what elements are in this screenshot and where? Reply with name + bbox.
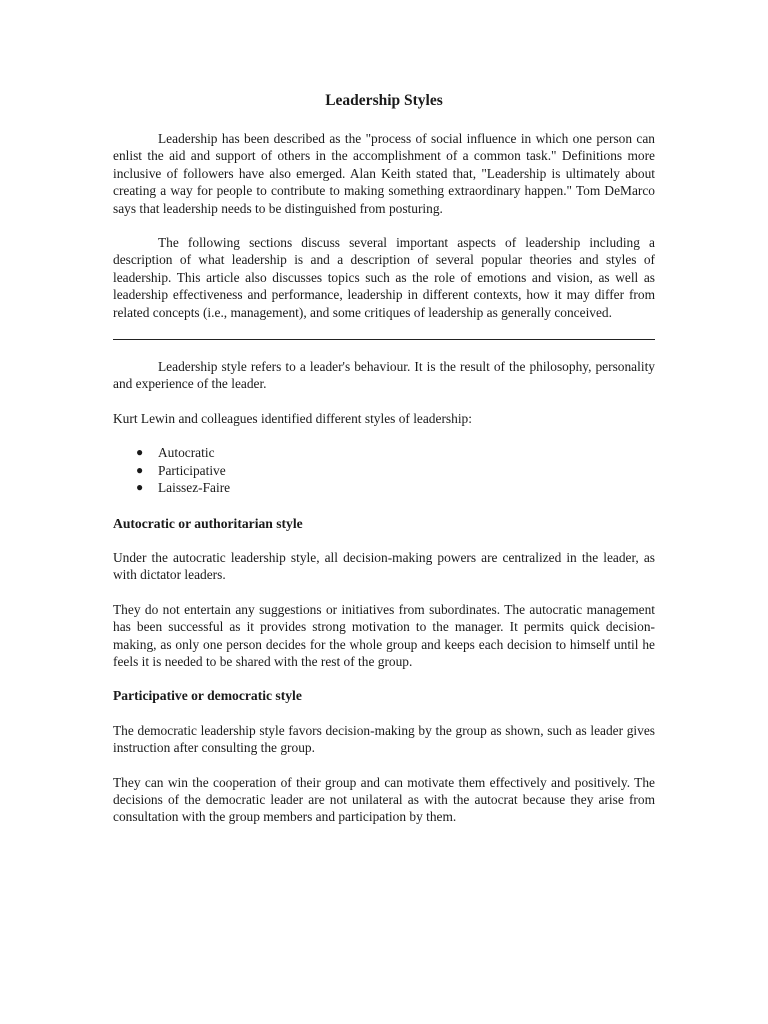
list-item-label: Autocratic: [158, 445, 215, 461]
list-item: [136, 462, 655, 479]
list-item-label: Participative: [158, 462, 226, 478]
document-title: Leadership Styles: [325, 92, 443, 109]
lewin-paragraph: Kurt Lewin and colleagues identified different styles of leadership:: [113, 410, 472, 426]
intro-paragraph-2: The following sections discuss several important aspects of leadership including a description of what leadership is and a description of several popular theories and styles of leadership. This article also discusses topics such as the role of emotions and vision, as well as leadership effectiveness and performance, leadership in different contexts, how it may differ from related concepts (i.e., management), and some critiques of leadership as generally conceived.: [113, 235, 655, 320]
autocratic-paragraph-2: They do not entertain any suggestions or initiatives from subordinates. The autocratic management has been successful as it provides strong motivation to the manager. It permits quick decision-making, as only one person decides for the whole group and keeps each decision to himself until he feels it is needed to be shared with the rest of the group.: [113, 601, 655, 669]
autocratic-heading: Autocratic or authoritarian style: [113, 515, 303, 531]
section-divider: [113, 339, 655, 340]
bullet-icon: ●: [136, 480, 144, 495]
list-item: [136, 479, 655, 496]
participative-paragraph-1: The democratic leadership style favors decision-making by the group as shown, such as leader gives instruction after consulting the group.: [113, 722, 655, 756]
list-item: [136, 444, 655, 461]
participative-heading: Participative or democratic style: [113, 688, 302, 704]
participative-paragraph-2: They can win the cooperation of their group and can motivate them effectively and positively. The decisions of the democratic leader are not unilateral as with the autocrat because they arise from consultation with the group members and participation by them.: [113, 774, 655, 825]
bullet-icon: ●: [136, 462, 144, 477]
intro-paragraph-1: Leadership has been described as the "process of social influence in which one person can enlist the aid and support of others in the accomplishment of a common task." Definitions more inclusive of followers have also emerged. Alan Keith stated that, "Leadership is ultimately about creating a way for people to contribute to making something extraordinary happen." Tom DeMarco says that leadership needs to be distinguished from posturing.: [113, 131, 655, 216]
bullet-icon: ●: [136, 445, 144, 460]
autocratic-paragraph-1: Under the autocratic leadership style, all decision-making powers are centralized in the leader, as with dictator leaders.: [113, 549, 655, 583]
styles-list: [113, 444, 655, 496]
style-definition-paragraph: Leadership style refers to a leader's behaviour. It is the result of the philosophy, personality and experience of the leader.: [113, 359, 655, 392]
list-item-label: Laissez-Faire: [158, 480, 231, 496]
